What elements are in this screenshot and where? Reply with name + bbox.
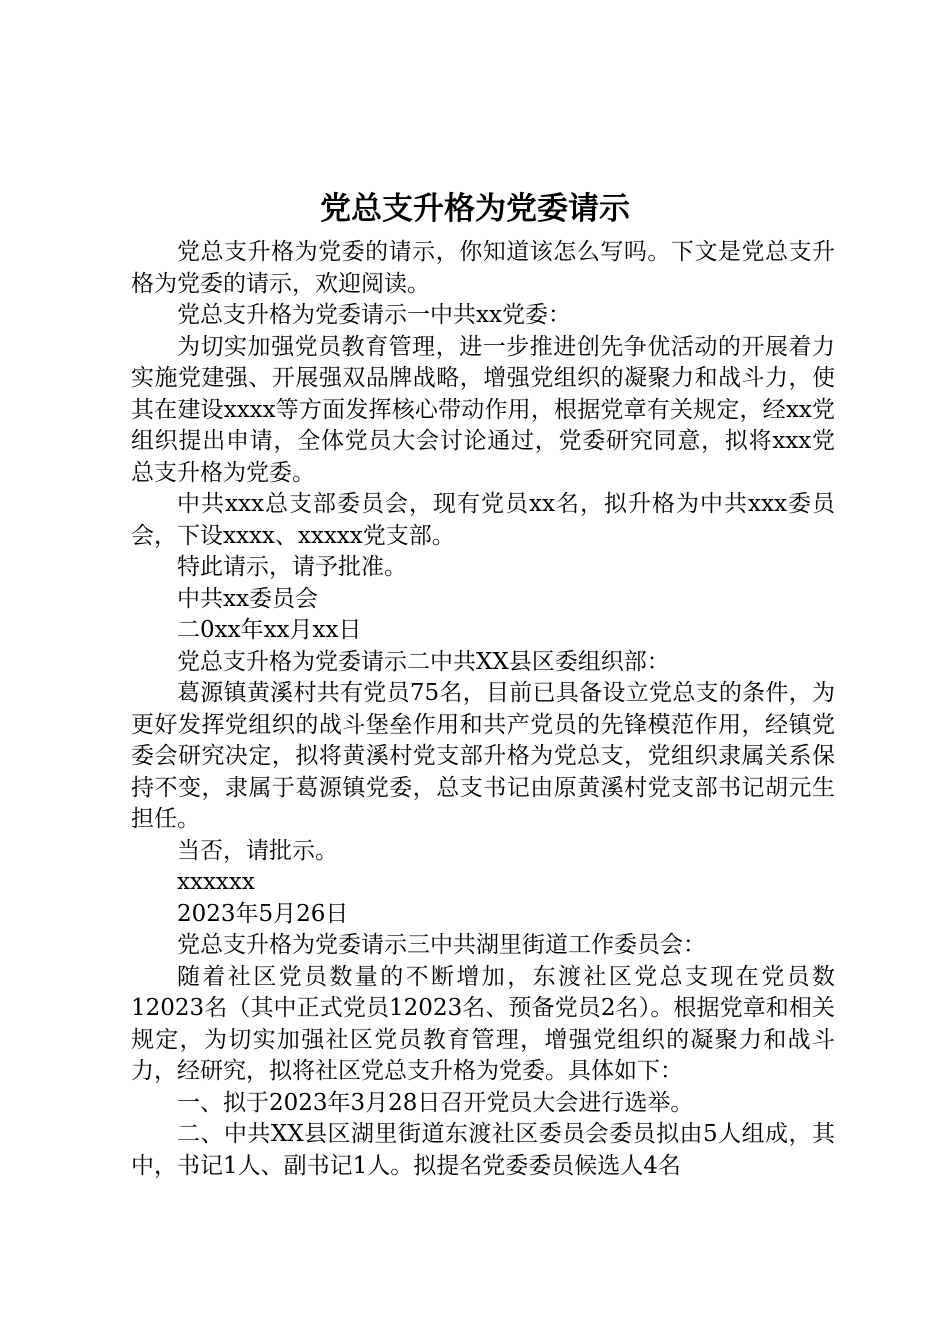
signature-date: 2023年5月26日 (177, 900, 349, 927)
document-body (131, 237, 835, 1182)
paragraph-intro: 党总支升格为党委的请示，你知道该怎么写吗。下文是党总支升格为党委的请示，欢迎阅读。 (131, 239, 835, 297)
signature-org: 中共xx委员会 (177, 585, 318, 612)
paragraph: 葛源镇黄溪村共有党员75名，目前已具备设立党总支的条件，为更好发挥党组织的战斗堡垒作用和共产党员的先锋模范作用，经镇党委会研究决定，拟将黄溪村党支部升格为党总支，党组织隶属关系保持不变，隶属于葛源镇党委，总支书记由原黄溪村党支部书记胡元生担任。 (131, 680, 835, 832)
paragraph: 为切实加强党员教育管理，进一步推进创先争优活动的开展着力实施党建强、开展强双品牌战略，增强党组织的凝聚力和战斗力，使其在建设xxxx等方面发挥核心带动作用，根据党章有关规定，经xx党组织提出申请，全体党员大会讨论通过，党委研究同意，拟将xxx党总支升格为党委。 (131, 333, 835, 486)
paragraph: 中共xxx总支部委员会，现有党员xx名，拟升格为中共xxx委员会，下设xxxx、xxxxx党支部。 (131, 491, 835, 549)
document-title: 党总支升格为党委请示 (320, 191, 630, 227)
signature-date: 二0xx年xx月xx日 (177, 617, 362, 643)
paragraph: 一、拟于2023年3月28日召开党员大会进行选举。 (177, 1089, 694, 1116)
signature-org: xxxxxx (177, 869, 255, 895)
paragraph-heading-1: 党总支升格为党委请示一中共xx党委： (177, 302, 571, 328)
paragraph-heading-2: 党总支升格为党委请示二中共XX县区委组织部： (177, 648, 670, 675)
paragraph: 当否，请批示。 (177, 837, 338, 864)
paragraph: 特此请示，请予批准。 (177, 554, 407, 580)
paragraph: 随着社区党员数量的不断增加，东渡社区党总支现在党员数12023名（其中正式党员12023名、预备党员2名）。根据党章和相关规定，为切实加强社区党员教育管理，增强党组织的凝聚力和战斗力，经研究，拟将社区党总支升格为党委。具体如下： (131, 963, 835, 1084)
paragraph-heading-3: 党总支升格为党委请示三中共湖里街道工作委员会： (177, 932, 706, 958)
paragraph: 二、中共XX县区湖里街道东渡社区委员会委员拟由5人组成，其中，书记1人、副书记1人。拟提名党委委员候选人4名 (131, 1121, 835, 1179)
